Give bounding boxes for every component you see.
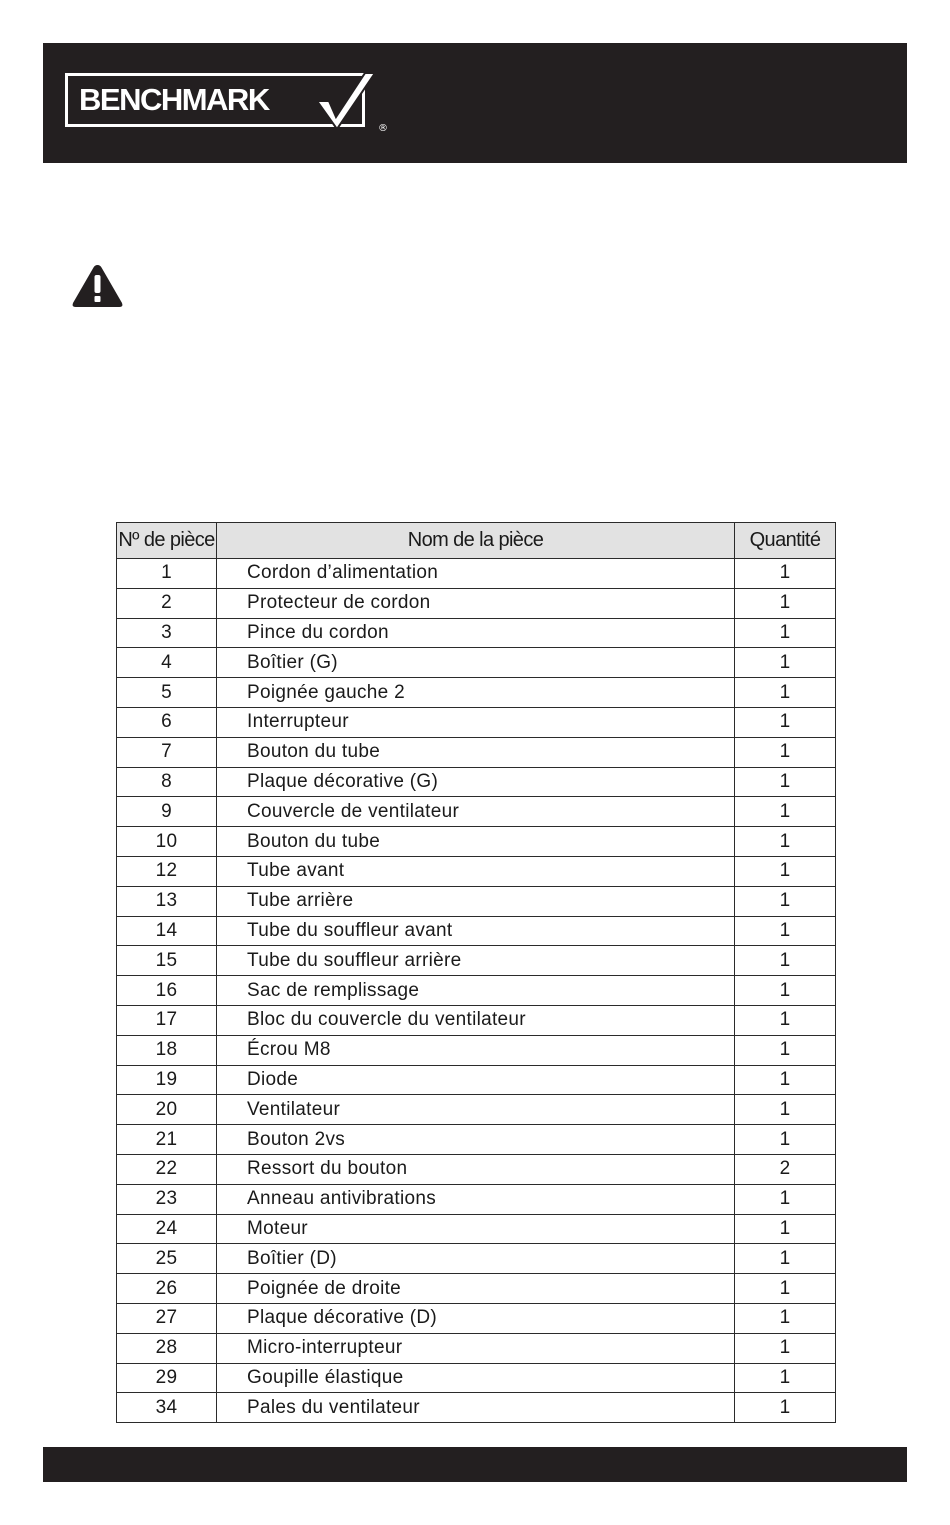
quantity-cell: 1 <box>735 797 836 827</box>
part-name-cell: Cordon d’alimentation <box>217 559 735 589</box>
quantity-cell: 1 <box>735 856 836 886</box>
quantity-cell: 1 <box>735 946 836 976</box>
part-number-cell: 22 <box>117 1154 217 1184</box>
part-name-cell: Goupille élastique <box>217 1363 735 1393</box>
part-number-cell: 12 <box>117 856 217 886</box>
part-number-cell: 24 <box>117 1214 217 1244</box>
quantity-cell: 1 <box>735 1095 836 1125</box>
quantity-cell: 1 <box>735 1125 836 1155</box>
part-name-cell: Plaque décorative (G) <box>217 767 735 797</box>
table-row <box>117 827 836 857</box>
part-name-cell: Bloc du couvercle du ventilateur <box>217 1005 735 1035</box>
table-row <box>117 767 836 797</box>
part-name-cell: Pales du ventilateur <box>217 1393 735 1423</box>
registered-mark: ® <box>378 123 388 134</box>
part-number-cell: 7 <box>117 737 217 767</box>
table-row <box>117 648 836 678</box>
part-number-cell: 6 <box>117 707 217 737</box>
quantity-cell: 1 <box>735 1035 836 1065</box>
part-number-cell: 23 <box>117 1184 217 1214</box>
table-row <box>117 1274 836 1304</box>
part-number-cell: 2 <box>117 588 217 618</box>
part-number-cell: 17 <box>117 1005 217 1035</box>
part-name-cell: Moteur <box>217 1214 735 1244</box>
part-name-cell: Couvercle de ventilateur <box>217 797 735 827</box>
part-number-cell: 34 <box>117 1393 217 1423</box>
part-number-cell: 9 <box>117 797 217 827</box>
footer-band <box>43 1447 907 1482</box>
table-row <box>117 559 836 589</box>
part-number-cell: 5 <box>117 678 217 708</box>
header-part-number: Nº de pièce <box>117 523 217 559</box>
part-number-cell: 10 <box>117 827 217 857</box>
part-number-cell: 3 <box>117 618 217 648</box>
part-number-cell: 26 <box>117 1274 217 1304</box>
part-number-cell: 19 <box>117 1065 217 1095</box>
part-number-cell: 25 <box>117 1244 217 1274</box>
header-part-name: Nom de la pièce <box>217 523 735 559</box>
part-number-cell: 1 <box>117 559 217 589</box>
table-row <box>117 707 836 737</box>
part-name-cell: Diode <box>217 1065 735 1095</box>
quantity-cell: 1 <box>735 1005 836 1035</box>
part-number-cell: 28 <box>117 1333 217 1363</box>
quantity-cell: 1 <box>735 588 836 618</box>
benchmark-logo <box>65 73 393 135</box>
part-name-cell: Tube du souffleur arrière <box>217 946 735 976</box>
table-row <box>117 1035 836 1065</box>
table-row <box>117 1184 836 1214</box>
quantity-cell: 1 <box>735 559 836 589</box>
part-name-cell: Bouton 2vs <box>217 1125 735 1155</box>
quantity-cell: 1 <box>735 1393 836 1423</box>
table-row <box>117 1363 836 1393</box>
part-number-cell: 13 <box>117 886 217 916</box>
part-name-cell: Bouton du tube <box>217 737 735 767</box>
part-name-cell: Micro-interrupteur <box>217 1333 735 1363</box>
quantity-cell: 1 <box>735 1303 836 1333</box>
table-row <box>117 797 836 827</box>
part-name-cell: Tube avant <box>217 856 735 886</box>
table-row <box>117 1303 836 1333</box>
quantity-cell: 1 <box>735 886 836 916</box>
table-row <box>117 976 836 1006</box>
table-row <box>117 618 836 648</box>
part-name-cell: Boîtier (D) <box>217 1244 735 1274</box>
quantity-cell: 1 <box>735 1363 836 1393</box>
table-header-row <box>117 523 836 559</box>
table-row <box>117 856 836 886</box>
table-row <box>117 1393 836 1423</box>
part-name-cell: Ventilateur <box>217 1095 735 1125</box>
table-row <box>117 678 836 708</box>
parts-table-body <box>117 559 836 1423</box>
part-number-cell: 21 <box>117 1125 217 1155</box>
checkmark-icon <box>65 73 393 135</box>
table-row <box>117 946 836 976</box>
quantity-cell: 1 <box>735 737 836 767</box>
table-row <box>117 886 836 916</box>
part-number-cell: 15 <box>117 946 217 976</box>
part-number-cell: 16 <box>117 976 217 1006</box>
quantity-cell: 1 <box>735 1214 836 1244</box>
quantity-cell: 1 <box>735 1333 836 1363</box>
part-name-cell: Sac de remplissage <box>217 976 735 1006</box>
part-number-cell: 29 <box>117 1363 217 1393</box>
part-name-cell: Boîtier (G) <box>217 648 735 678</box>
quantity-cell: 1 <box>735 678 836 708</box>
quantity-cell: 1 <box>735 827 836 857</box>
table-row <box>117 1333 836 1363</box>
part-name-cell: Poignée gauche 2 <box>217 678 735 708</box>
table-row <box>117 1154 836 1184</box>
table-row <box>117 1095 836 1125</box>
part-name-cell: Poignée de droite <box>217 1274 735 1304</box>
header-quantity: Quantité <box>735 523 836 559</box>
quantity-cell: 1 <box>735 1274 836 1304</box>
part-number-cell: 20 <box>117 1095 217 1125</box>
part-name-cell: Protecteur de cordon <box>217 588 735 618</box>
quantity-cell: 1 <box>735 916 836 946</box>
quantity-cell: 2 <box>735 1154 836 1184</box>
quantity-cell: 1 <box>735 767 836 797</box>
part-number-cell: 14 <box>117 916 217 946</box>
part-name-cell: Tube du souffleur avant <box>217 916 735 946</box>
table-row <box>117 737 836 767</box>
quantity-cell: 1 <box>735 1184 836 1214</box>
table-row <box>117 1065 836 1095</box>
table-row <box>117 1125 836 1155</box>
part-name-cell: Ressort du bouton <box>217 1154 735 1184</box>
part-name-cell: Pince du cordon <box>217 618 735 648</box>
part-name-cell: Interrupteur <box>217 707 735 737</box>
parts-list-table <box>116 522 836 1423</box>
quantity-cell: 1 <box>735 1065 836 1095</box>
quantity-cell: 1 <box>735 976 836 1006</box>
table-row <box>117 1244 836 1274</box>
quantity-cell: 1 <box>735 1244 836 1274</box>
table-row <box>117 588 836 618</box>
quantity-cell: 1 <box>735 618 836 648</box>
part-name-cell: Anneau antivibrations <box>217 1184 735 1214</box>
part-number-cell: 27 <box>117 1303 217 1333</box>
part-number-cell: 4 <box>117 648 217 678</box>
quantity-cell: 1 <box>735 648 836 678</box>
part-number-cell: 18 <box>117 1035 217 1065</box>
table-row <box>117 916 836 946</box>
part-name-cell: Bouton du tube <box>217 827 735 857</box>
warning-triangle-icon <box>70 262 125 310</box>
logo-wordmark: BENCHMARK <box>79 82 269 117</box>
part-name-cell: Écrou M8 <box>217 1035 735 1065</box>
part-name-cell: Tube arrière <box>217 886 735 916</box>
table-row <box>117 1005 836 1035</box>
part-number-cell: 8 <box>117 767 217 797</box>
quantity-cell: 1 <box>735 707 836 737</box>
part-name-cell: Plaque décorative (D) <box>217 1303 735 1333</box>
table-row <box>117 1214 836 1244</box>
